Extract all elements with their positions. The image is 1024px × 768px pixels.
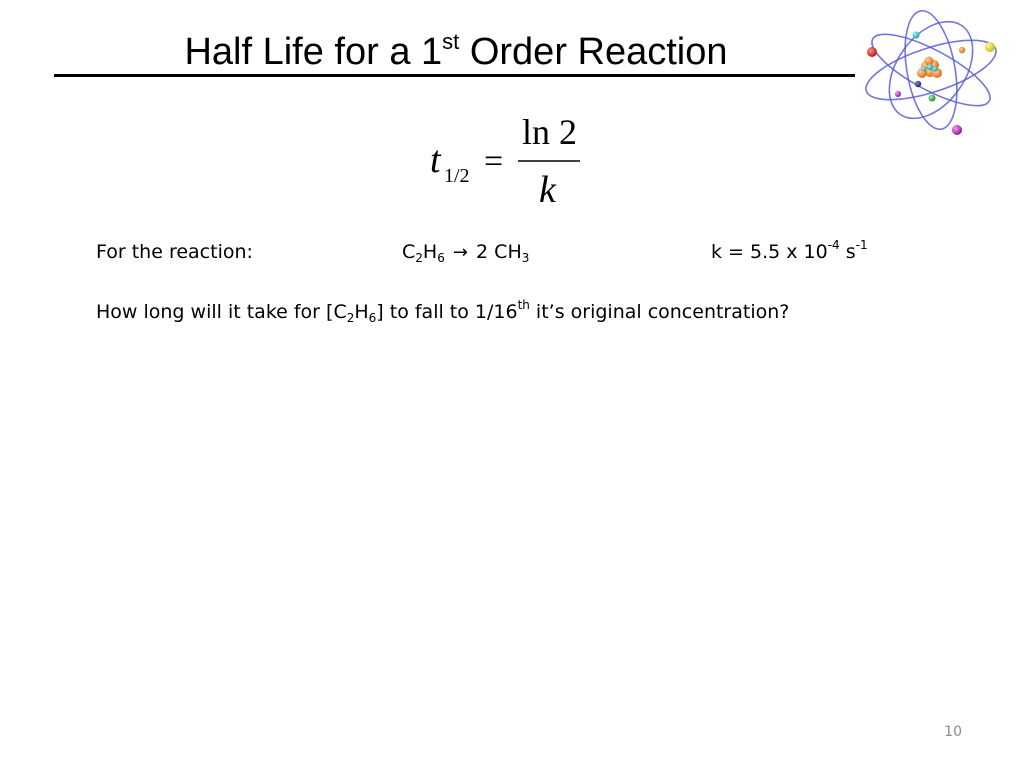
reactant-c-sub: 2 <box>415 251 423 265</box>
rate-constant <box>711 240 868 264</box>
title-underline <box>54 74 855 77</box>
question-sub2: 6 <box>368 311 377 325</box>
rate-constant-lead: k = 5.5 x 10 <box>711 241 828 263</box>
rate-constant-unit-exp: -1 <box>855 238 868 252</box>
reactant-h: H <box>422 241 438 263</box>
question-p4: it’s original concentration? <box>529 301 790 323</box>
formula-numerator: ln 2 <box>522 112 578 152</box>
nucleus <box>917 57 942 79</box>
question-sub1: 2 <box>346 311 355 325</box>
question-p2: H <box>354 301 369 323</box>
slide-title <box>0 28 912 76</box>
question-sup: th <box>517 298 530 312</box>
atom-icon <box>858 8 1008 140</box>
half-life-formula <box>420 108 590 216</box>
title-suffix: Order Reaction <box>459 31 728 73</box>
title-prefix: Half Life for a 1 <box>184 31 443 73</box>
product-sub: 3 <box>521 251 530 265</box>
reaction-arrow-icon: → <box>452 242 468 263</box>
rate-constant-exp: -4 <box>827 238 840 252</box>
reaction-equation <box>402 240 529 265</box>
page-number: 10 <box>944 724 962 740</box>
reaction-label: For the reaction: <box>96 241 253 263</box>
formula-lhs-sub: 1/2 <box>444 165 470 187</box>
title-superscript: st <box>442 29 460 54</box>
formula-lhs-var: t <box>430 139 441 181</box>
rate-constant-unit: s <box>839 241 856 263</box>
question-text <box>96 300 789 324</box>
reactant-h-sub: 6 <box>437 251 445 265</box>
formula-equals: = <box>484 143 504 180</box>
question-p1: How long will it take for [C <box>96 301 347 323</box>
formula-denominator: k <box>539 169 556 211</box>
question-p3: ] to fall to 1/16 <box>376 301 518 323</box>
product: 2 CH <box>476 241 522 263</box>
reactant-c: C <box>402 241 416 263</box>
